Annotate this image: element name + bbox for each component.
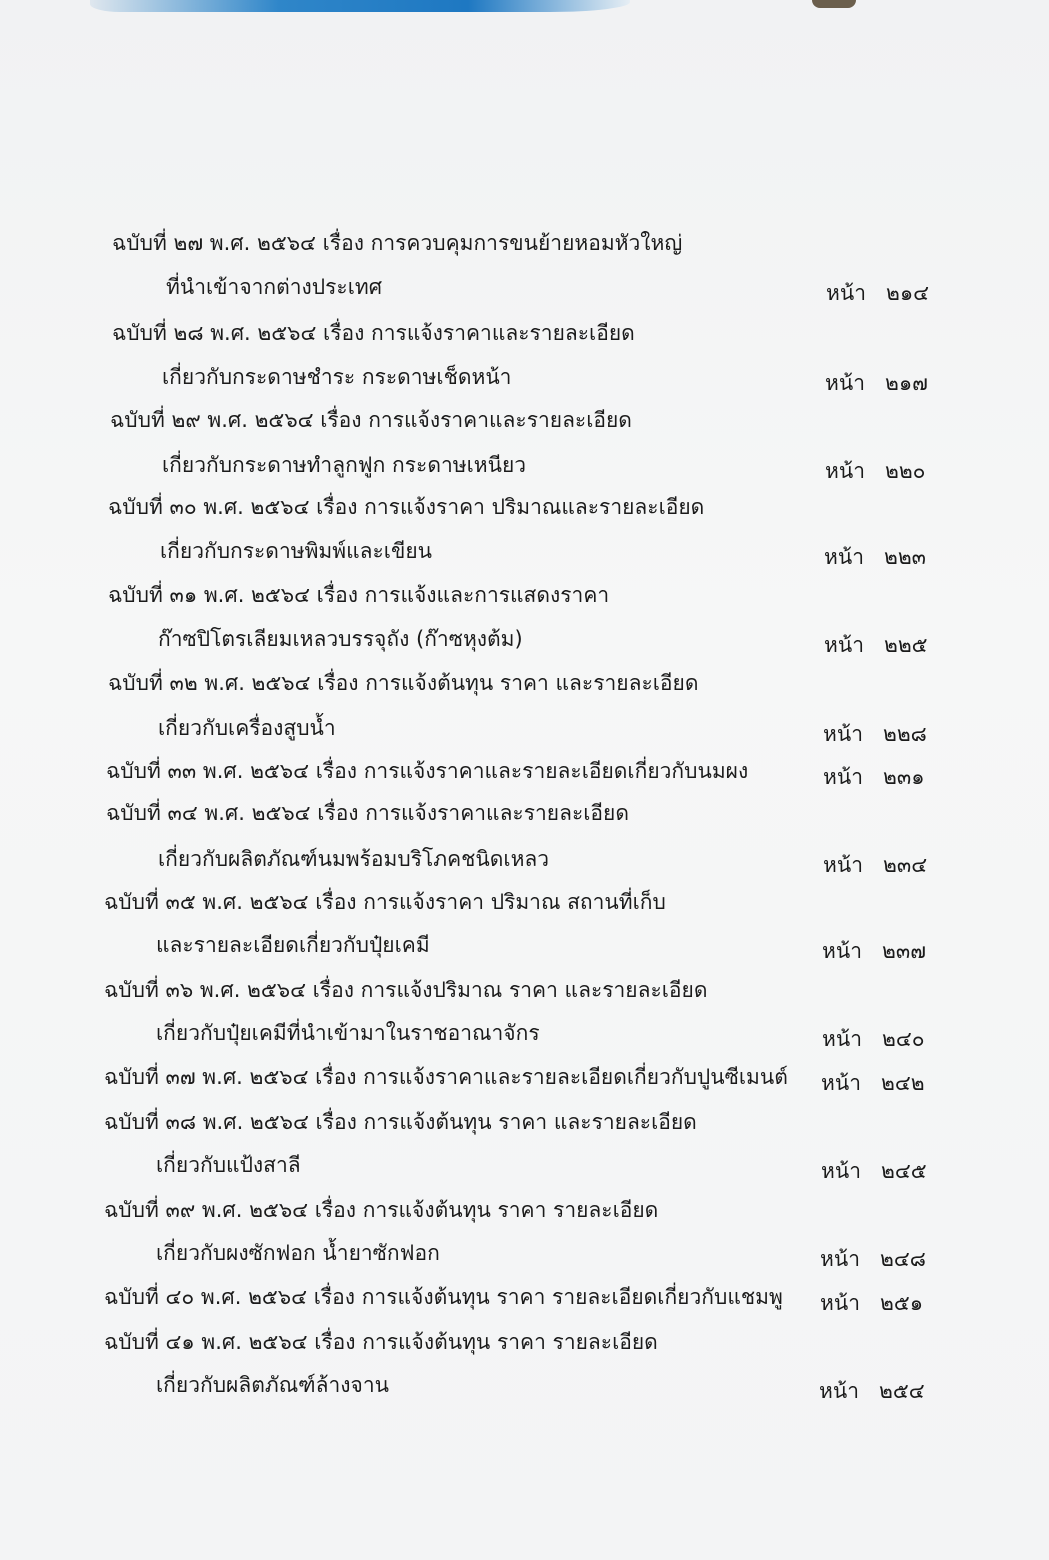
page-number: ๒๑๔ (886, 281, 930, 305)
entry-heading: ฉบับที่ ๓๗ พ.ศ. ๒๕๖๔ เรื่อง การแจ้งราคาและรายละเอียดเกี่ยวกับปูนซีเมนต์ (104, 1065, 788, 1089)
page-reference (823, 721, 927, 747)
entry-title-continuation: เกี่ยวกับกระดาษชำระ กระดาษเช็ดหน้า (162, 365, 512, 389)
page-label: หน้า (823, 765, 863, 789)
page-reference (825, 370, 928, 396)
page-label: หน้า (826, 281, 866, 305)
page-reference (821, 1158, 927, 1184)
entry-heading: ฉบับที่ ๓๘ พ.ศ. ๒๕๖๔ เรื่อง การแจ้งต้นทุน ราคา และรายละเอียด (104, 1110, 697, 1134)
page-number: ๒๔๕ (881, 1159, 927, 1183)
page-number: ๒๔๒ (881, 1071, 925, 1095)
entry-heading: ฉบับที่ ๓๙ พ.ศ. ๒๕๖๔ เรื่อง การแจ้งต้นทุน ราคา รายละเอียด (104, 1198, 659, 1222)
page-number: ๒๓๔ (883, 853, 928, 877)
entry-title-continuation: เกี่ยวกับผลิตภัณฑ์ล้างจาน (156, 1373, 389, 1397)
entry-heading: ฉบับที่ ๔๐ พ.ศ. ๒๕๖๔ เรื่อง การแจ้งต้นทุน ราคา รายละเอียดเกี่ยวกับแชมพู (104, 1285, 783, 1309)
page-reference (824, 632, 928, 658)
page-reference (822, 1026, 925, 1052)
entry-title-continuation: เกี่ยวกับกระดาษทำลูกฟูก กระดาษเหนียว (162, 453, 527, 477)
page-label: หน้า (819, 1379, 859, 1403)
page-number: ๒๓๑ (883, 765, 925, 789)
entry-title-continuation: ที่นำเข้าจากต่างประเทศ (166, 275, 383, 299)
page-label: หน้า (825, 459, 865, 483)
page-reference (824, 544, 926, 570)
entry-heading: ฉบับที่ ๓๕ พ.ศ. ๒๕๖๔ เรื่อง การแจ้งราคา ปริมาณ สถานที่เก็บ (104, 890, 666, 914)
page-reference (823, 852, 927, 878)
entry-heading: ฉบับที่ ๒๙ พ.ศ. ๒๕๖๔ เรื่อง การแจ้งราคาและรายละเอียด (110, 408, 632, 432)
entry-heading: ฉบับที่ ๔๑ พ.ศ. ๒๕๖๔ เรื่อง การแจ้งต้นทุน ราคา รายละเอียด (104, 1330, 658, 1354)
page-label: หน้า (823, 722, 863, 746)
entry-heading: ฉบับที่ ๓๓ พ.ศ. ๒๕๖๔ เรื่อง การแจ้งราคาและรายละเอียดเกี่ยวกับนมผง (106, 759, 749, 783)
page-reference (823, 764, 925, 790)
page-label: หน้า (820, 1291, 860, 1315)
page-reference (819, 1378, 925, 1404)
page-number: ๒๒๓ (884, 545, 927, 569)
entry-title-continuation: เกี่ยวกับแป้งสาลี (156, 1153, 301, 1177)
page-reference (821, 1070, 925, 1096)
page-number: ๒๑๗ (885, 371, 928, 395)
page-label: หน้า (822, 939, 862, 963)
page-number: ๒๕๑ (880, 1291, 924, 1315)
entry-title-continuation: เกี่ยวกับปุ๋ยเคมีที่นำเข้ามาในราชอาณาจักร (156, 1021, 540, 1045)
page-reference (820, 1290, 923, 1316)
page-label: หน้า (821, 1159, 861, 1183)
entry-heading: ฉบับที่ ๒๘ พ.ศ. ๒๕๖๔ เรื่อง การแจ้งราคาและรายละเอียด (112, 321, 635, 345)
entry-title-continuation: เกี่ยวกับผลิตภัณฑ์นมพร้อมบริโภคชนิดเหลว (158, 847, 550, 871)
page-reference (826, 280, 929, 306)
entry-heading: ฉบับที่ ๓๔ พ.ศ. ๒๕๖๔ เรื่อง การแจ้งราคาและรายละเอียด (106, 801, 629, 825)
page-label: หน้า (824, 545, 864, 569)
entry-title-continuation: เกี่ยวกับผงซักฟอก น้ำยาซักฟอก (156, 1241, 440, 1265)
page-number: ๒๔๘ (880, 1247, 926, 1271)
page-reference (820, 1246, 926, 1272)
page-number: ๒๒๕ (884, 633, 928, 657)
entry-title-continuation: ก๊าซปิโตรเลียมเหลวบรรจุถัง (ก๊าซหุงต้ม) (158, 627, 523, 651)
page-reference (822, 938, 926, 964)
entry-title-continuation: เกี่ยวกับเครื่องสูบน้ำ (158, 716, 336, 740)
entry-heading: ฉบับที่ ๓๖ พ.ศ. ๒๕๖๔ เรื่อง การแจ้งปริมาณ ราคา และรายละเอียด (104, 978, 708, 1002)
page-label: หน้า (821, 1071, 861, 1095)
page-label: หน้า (822, 1027, 862, 1051)
page-number: ๒๓๗ (882, 939, 926, 963)
entry-title-continuation: และรายละเอียดเกี่ยวกับปุ๋ยเคมี (156, 933, 430, 957)
page-number: ๒๒๘ (883, 722, 927, 746)
binding-edge-stripe (90, 0, 630, 12)
page-label: หน้า (823, 853, 863, 877)
entry-heading: ฉบับที่ ๓๒ พ.ศ. ๒๕๖๔ เรื่อง การแจ้งต้นทุน ราคา และรายละเอียด (108, 671, 699, 695)
page-label: หน้า (825, 371, 865, 395)
entry-heading: ฉบับที่ ๒๗ พ.ศ. ๒๕๖๔ เรื่อง การควบคุมการขนย้ายหอมหัวใหญ่ (112, 231, 683, 255)
page-label: หน้า (824, 633, 864, 657)
page-number: ๒๕๔ (879, 1379, 925, 1403)
page-number: ๒๒๐ (885, 459, 926, 483)
page-label: หน้า (820, 1247, 860, 1271)
page-reference (825, 458, 926, 484)
scan-artifact (812, 0, 856, 8)
page-number: ๒๔๐ (882, 1027, 925, 1051)
entry-title-continuation: เกี่ยวกับกระดาษพิมพ์และเขียน (160, 539, 432, 563)
entry-heading: ฉบับที่ ๓๐ พ.ศ. ๒๕๖๔ เรื่อง การแจ้งราคา ปริมาณและรายละเอียด (108, 495, 705, 519)
entry-heading: ฉบับที่ ๓๑ พ.ศ. ๒๕๖๔ เรื่อง การแจ้งและการแสดงราคา (108, 583, 610, 607)
